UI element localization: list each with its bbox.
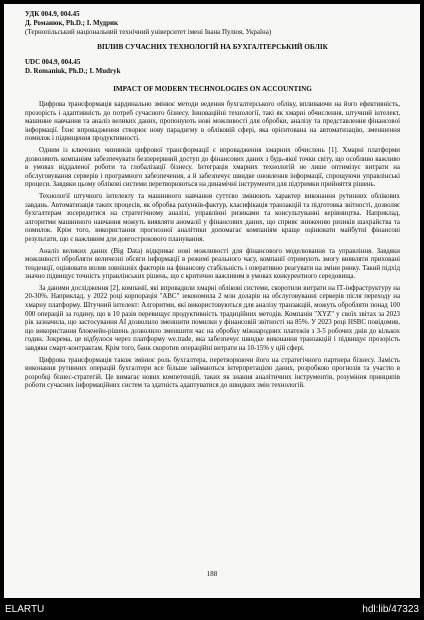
authors-ua: Д. Романюк, Ph.D.; І. Мудрик — [25, 19, 119, 27]
document-page — [4, 4, 420, 598]
title-ua: ВПЛИВ СУЧАСНИХ ТЕХНОЛОГІЙ НА БУХГАЛТЕРСЬКИЙ ОБЛІК — [97, 43, 328, 51]
repository-footer — [0, 600, 424, 620]
affiliation-ua: (Тернопільський національний технічний університет імені Івана Пулюя, Україна) — [25, 28, 272, 36]
repository-name: ELARTU — [5, 604, 45, 615]
paragraph: Аналіз великих даних (Big Data) відкриває нові можливості для фінансового моделювання та управління. Завдяки можливості обробляти величезні обсяги інформації в режимі реального часу, компанії отримують змогу виявляти приховані тенденції, оцінювати вплив зовнішніх факторів на фінансову стабільність і оперативно реагувати на зміни ринку. Такий підхід значно підвищує точність управлінських рішень, що є критично важливим в умовах конкурентного середовища. — [25, 247, 400, 281]
title-en: IMPACT OF MODERN TECHNOLOGIES ON ACCOUNTING — [113, 85, 312, 93]
udc-ua: УДК 004.9, 004.45 — [25, 10, 80, 18]
paragraph: Одним із ключових чинників цифрової трансформації є впровадження хмарних обчислень [1]. Хмарні платформи дозволяють компаніям забезпечувати безперервний доступ до фінансових даних з будь-якої точки світу, що особливо важливо в умовах віддаленої роботи та глобалізації бізнесу. Інтеграція хмарних технологій не лише оптимізує витрати на обслуговування серверів і програмного забезпечення, а й забезпечує швидке оновлення інформації, спрощуючи управлінські процеси. Завдяки цьому облікові системи перетворюються на динамічні інструменти для підтримки прийняття рішень. — [25, 146, 400, 189]
paragraph: Цифрова трансформація кардинально змінює методи ведення бухгалтерського обліку, впливаючи на його ефективність, прозорість і адаптивність до потреб сучасного бізнесу. Інноваційні технології, такі як хмарні обчислення, штучний інтелект, машинне навчання та аналіз великих даних, пропонують нові можливості для обробки, аналізу та представлення фінансової інформації. Їхнє впровадження створює нову парадигму в обліковій сфері, яка орієнтована на автоматизацію, зменшення помилок і підвищення продуктивності. — [25, 101, 400, 143]
udc-en: UDC 004.9, 004.45 — [25, 58, 81, 66]
paragraph: Технології штучного інтелекту та машинного навчання суттєво змінюють характер виконання рутинних облікових завдань. Автоматизація таких процесів, як обробка рахунків-фактур, класифікація транзакцій та підготовка звітності, дозволяє бухгалтерам зосередитися на стратегічному аналізі, управлінні ризиками та консультуванні керівництва. Наприклад, алгоритми машинного навчання можуть виявляти аномалії у фінансових даних, що сприяє зниженню ризиків шахрайства та помилок. Крім того, використання прогнозної аналітики допомагає компаніям краще оцінювати майбутні фінансові результати, що є важливим для довгострокового планування. — [25, 192, 400, 243]
paragraph: Цифрова трансформація також змінює роль бухгалтера, перетворюючи його на стратегічного партнера бізнесу. Замість виконання рутинних операцій бухгалтери все більше займаються інтерпретацією даних, розробкою прогнозів та участю в розробці бізнес-стратегій. Це вимагає нових компетенцій, таких як знання аналітичних інструментів, розуміння принципів роботи сучасних інформаційних систем та здатність адаптуватися до швидких змін технологій. — [25, 356, 400, 390]
handle-id[interactable]: hdl:lib/47323 — [362, 604, 419, 615]
authors-en: D. Romaniuk, Ph.D.; I. Mudryk — [25, 67, 121, 75]
paragraph: За даними дослідження [2], компанії, які впровадили хмарні облікові системи, скоротили витрати на ІТ-інфраструктуру на 20-30%. Наприклад, у 2022 році корпорація "ABC" зекономила 2 млн доларів на обслуговуванні серверів після переходу на хмарну платформу. Штучний інтелект: Алгоритми, які використовуються для аналізу транзакцій, можуть обробляти понад 100 000 операцій за годину, що в 10 разів перевищує продуктивність традиційних методів. Компанія "XYZ" у своїх звітах за 2023 рік зазначила, що застосування AI дозволило зменшити помилки у фінансовій звітності на 85%. У 2023 році HSBC повідомив, що використання блокчейн-рішень дозволило зменшити час на обробку міжнародних платежів з 3-5 робочих днів до кількох годин. Зокрема, це відбулося через платформу we.trade, яка забезпечує швидке виконання транзакцій і підвищує прозорість завдяки смарт-контрактам. Крім того, банк скоротив операційні витрати на 10-15% у цій сфері. — [25, 284, 400, 353]
page-number: 188 — [206, 570, 218, 578]
